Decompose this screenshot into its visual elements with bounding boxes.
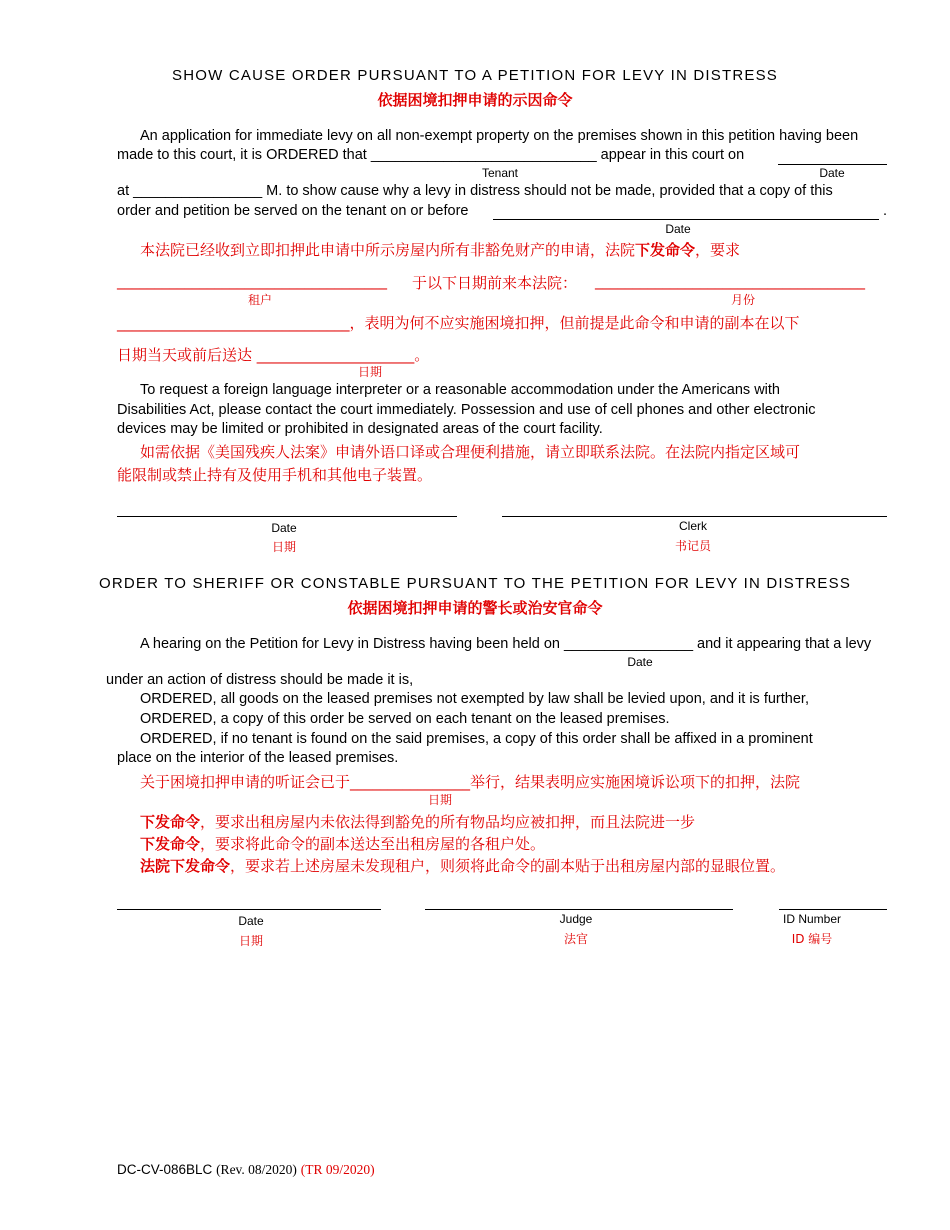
form-revision: (Rev. 08/2020) <box>216 1162 297 1177</box>
caption-judge: Judge <box>559 912 593 926</box>
translation-revision: (TR 09/2020) <box>300 1162 375 1177</box>
caption-sig-date: Date <box>271 521 297 535</box>
signature-judge-line <box>425 909 733 910</box>
s1-p1-line3: at ________________ M. to show cause why a levy in distress should not be made, provided that a copy of this <box>117 183 833 199</box>
s2-ordered-2: ORDERED, a copy of this order be served on each tenant on the leased premises. <box>140 711 670 727</box>
s1-zh-p2-line1: 如需依据《美国残疾人法案》申请外语口译或合理便利措施，请立即联系法院。在法院内指定区域可 <box>140 443 801 461</box>
s1-zh-line2-right: ____________________________________ <box>595 272 865 290</box>
form-id: DC-CV-086BLC <box>117 1162 213 1177</box>
caption-clerk: Clerk <box>678 519 707 533</box>
s1-zh-line4: 日期当天或前后送达 _____________________。 <box>117 346 430 364</box>
s1-zh-line3: _______________________________，表明为何不应实施困境扣押，但前提是此命令和申请的副本在以下 <box>117 314 800 332</box>
caption-sig-date-zh: 日期 <box>271 540 296 554</box>
s2-p1-line1: A hearing on the Petition for Levy in Distress having been held on ________________ and it appearing that a levy <box>140 636 872 652</box>
caption-date-zh: 日期 <box>357 365 382 379</box>
s1-zh-p2-line2: 能限制或禁止持有及使用手机和其他电子装置。 <box>117 466 433 484</box>
s1-p2-line1: To request a foreign language interpreter or a reasonable accommodation under the Americans with <box>140 382 780 398</box>
s2-ordered-3-line2: place on the interior of the leased premises. <box>117 750 399 766</box>
s2-p1-line2: under an action of distress should be made it is, <box>106 672 414 688</box>
s2-zh-line1: 关于困境扣押申请的听证会已于________________举行，结果表明应实施困境诉讼项下的扣押，法院 <box>140 773 801 791</box>
section2-title: ORDER TO SHERIFF OR CONSTABLE PURSUANT TO THE PETITION FOR LEVY IN DISTRESS <box>98 575 852 592</box>
section1-title: SHOW CAUSE ORDER PURSUANT TO A PETITION FOR LEVY IN DISTRESS <box>172 67 778 84</box>
caption-id-number: ID Number <box>782 912 841 926</box>
form-footer <box>117 1162 375 1178</box>
s2-ordered-3-line1: ORDERED, if no tenant is found on the said premises, a copy of this order shall be affixed in a prominent <box>140 731 813 747</box>
section2-title-zh: 依据困境扣押申请的警长或治安官命令 <box>347 600 603 617</box>
caption-tenant: Tenant <box>481 166 519 180</box>
signature-id-line <box>779 909 887 910</box>
s2-zh-line4: 法院下发命令，要求若上述房屋未发现租户，则须将此命令的副本贴于出租房屋内部的显眼位置。 <box>140 857 786 875</box>
s2-zh-line2: 下发命令，要求出租房屋内未依法得到豁免的所有物品均应被扣押，而且法院进一步 <box>140 813 696 831</box>
caption-tenant-zh: 租户 <box>247 293 272 307</box>
caption-hearing-date: Date <box>627 655 653 669</box>
appear-date-line <box>778 164 887 165</box>
caption-date: Date <box>819 166 845 180</box>
s2-ordered-1: ORDERED, all goods on the leased premises not exempted by law shall be levied upon, and it is further, <box>140 691 809 707</box>
signature-date-line <box>117 909 381 910</box>
s1-p1-line1: An application for immediate levy on all non-exempt property on the premises shown in this petition having been <box>140 128 859 144</box>
caption-hearing-date-zh: 日期 <box>427 793 452 807</box>
s1-p1-line4-end: . <box>883 203 888 219</box>
s1-zh-line2-mid: 于以下日期前来本法院： <box>412 274 578 292</box>
signature-clerk-line <box>502 516 887 517</box>
caption-clerk-zh: 书记员 <box>674 539 711 553</box>
signature-date-line <box>117 516 457 517</box>
served-date-line <box>493 219 879 220</box>
s1-p1-line4: order and petition be served on the tenant on or before <box>117 203 469 219</box>
caption-sig-date: Date <box>238 914 264 928</box>
s1-zh-line2-left: ____________________________________ <box>117 272 387 290</box>
s1-zh-line1: 本法院已经收到立即扣押此申请中所示房屋内所有非豁免财产的申请，法院下发命令，要求 <box>140 241 741 259</box>
s2-zh-line3: 下发命令，要求将此命令的副本送达至出租房屋的各租户处。 <box>140 835 546 853</box>
s1-p2-line2: Disabilities Act, please contact the court immediately. Possession and use of cell phones and other electronic <box>117 402 816 418</box>
s1-p1-line2: made to this court, it is ORDERED that ____________________________ appear in this court on <box>117 147 745 163</box>
caption-date: Date <box>665 222 691 236</box>
s1-p2-line3: devices may be limited or prohibited in designated areas of the court facility. <box>117 421 603 437</box>
caption-judge-zh: 法官 <box>563 932 588 946</box>
caption-sig-date-zh: 日期 <box>238 934 263 948</box>
caption-id-number-zh: ID 编号 <box>791 932 833 946</box>
section1-title-zh: 依据困境扣押申请的示因命令 <box>377 92 573 109</box>
caption-month-zh: 月份 <box>730 293 755 307</box>
